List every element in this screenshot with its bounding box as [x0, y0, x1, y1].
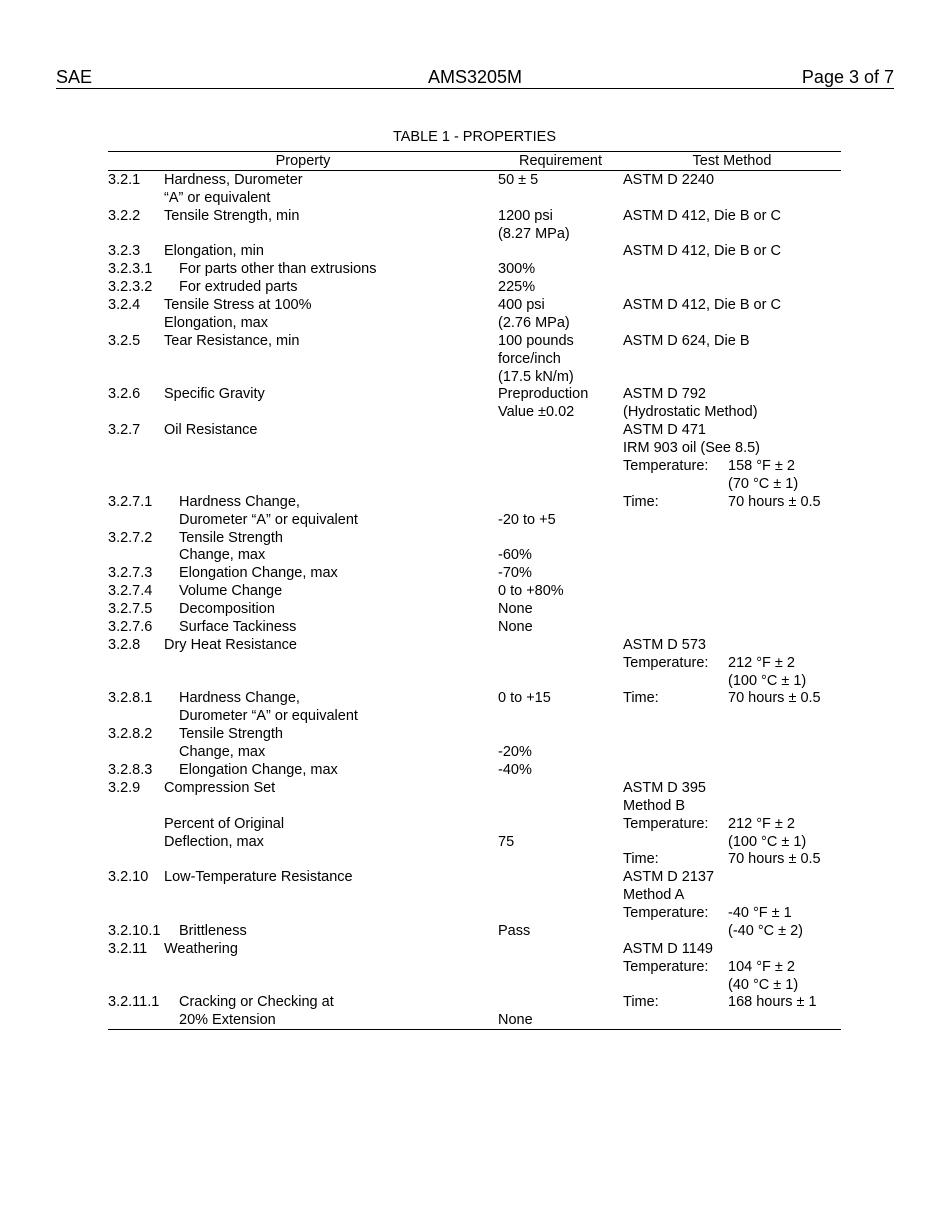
- col-header-requirement: Requirement: [518, 153, 602, 169]
- requirement-value: -60%: [498, 547, 532, 563]
- property-label: Decomposition: [179, 601, 275, 617]
- property-label: Percent of Original: [164, 816, 285, 832]
- property-label: Change, max: [179, 547, 266, 563]
- requirement-value: 75: [498, 834, 515, 850]
- property-label: Cracking or Checking at: [179, 994, 334, 1010]
- test-condition-value: (40 °C ± 1): [728, 977, 799, 993]
- row-number: 3.2.7.1: [108, 494, 153, 510]
- property-label: Hardness, Durometer: [164, 172, 303, 188]
- test-condition-value: 104 °F ± 2: [728, 959, 795, 975]
- row-number: 3.2.5: [108, 333, 141, 349]
- requirement-value: Value ±0.02: [498, 404, 575, 420]
- test-condition-label: Time:: [623, 690, 659, 706]
- test-method: ASTM D 792: [623, 386, 706, 402]
- test-condition-value: 158 °F ± 2: [728, 458, 795, 474]
- row-number: 3.2.3.1: [108, 261, 153, 277]
- test-condition-value: 212 °F ± 2: [728, 655, 795, 671]
- property-label: Specific Gravity: [164, 386, 265, 402]
- requirement-value: -20%: [498, 744, 532, 760]
- row-number: 3.2.4: [108, 297, 141, 313]
- test-method: Method B: [623, 798, 686, 814]
- requirement-value: (2.76 MPa): [498, 315, 570, 331]
- property-label: For extruded parts: [179, 279, 298, 295]
- row-number: 3.2.8: [108, 637, 141, 653]
- test-method: ASTM D 573: [623, 637, 706, 653]
- test-condition-value: (100 °C ± 1): [728, 834, 807, 850]
- property-label: Volume Change: [179, 583, 283, 599]
- test-condition-label: Time:: [623, 994, 659, 1010]
- page-header: [56, 66, 894, 89]
- row-number: 3.2.7: [108, 422, 141, 438]
- test-condition-label: Temperature:: [623, 905, 709, 921]
- test-method: Method A: [623, 887, 685, 903]
- requirement-value: -20 to +5: [498, 512, 556, 528]
- property-label: Dry Heat Resistance: [164, 637, 297, 653]
- test-method: ASTM D 471: [623, 422, 706, 438]
- property-label: “A” or equivalent: [164, 190, 271, 206]
- table-bottom-rule: [108, 1029, 841, 1030]
- requirement-value: 1200 psi: [498, 208, 553, 224]
- requirement-value: 400 psi: [498, 297, 545, 313]
- row-number: 3.2.11.1: [108, 994, 160, 1010]
- test-method: ASTM D 1149: [623, 941, 713, 957]
- row-number: 3.2.9: [108, 780, 141, 796]
- property-label: Weathering: [164, 941, 238, 957]
- requirement-value: None: [498, 1012, 533, 1028]
- test-method: (Hydrostatic Method): [623, 404, 758, 420]
- test-method: ASTM D 2240: [623, 172, 715, 188]
- property-label: Durometer “A” or equivalent: [179, 708, 358, 724]
- test-condition-label: Temperature:: [623, 816, 709, 832]
- requirement-value: 50 ± 5: [498, 172, 539, 188]
- test-condition-value: (70 °C ± 1): [728, 476, 799, 492]
- property-label: Hardness Change,: [179, 494, 300, 510]
- property-label: Change, max: [179, 744, 266, 760]
- test-method: ASTM D 412, Die B or C: [623, 297, 781, 313]
- property-label: Hardness Change,: [179, 690, 300, 706]
- row-number: 3.2.3: [108, 243, 141, 259]
- test-method: ASTM D 412, Die B or C: [623, 243, 781, 259]
- row-number: 3.2.2: [108, 208, 141, 224]
- row-number: 3.2.10.1: [108, 923, 161, 939]
- requirement-value: None: [498, 601, 533, 617]
- requirement-value: force/inch: [498, 351, 561, 367]
- property-label: Tensile Strength: [179, 726, 283, 742]
- test-method: ASTM D 412, Die B or C: [623, 208, 781, 224]
- row-number: 3.2.8.2: [108, 726, 153, 742]
- requirement-value: (8.27 MPa): [498, 226, 570, 242]
- property-label: Tensile Strength, min: [164, 208, 300, 224]
- test-condition-value: -40 °F ± 1: [728, 905, 792, 921]
- row-number: 3.2.11: [108, 941, 148, 957]
- property-label: Surface Tackiness: [179, 619, 297, 635]
- requirement-value: Preproduction: [498, 386, 589, 402]
- requirement-value: 0 to +15: [498, 690, 551, 706]
- test-method: IRM 903 oil (See 8.5): [623, 440, 761, 456]
- test-condition-label: Time:: [623, 494, 659, 510]
- header-page-number: Page 3 of 7: [801, 67, 894, 87]
- row-number: 3.2.7.3: [108, 565, 153, 581]
- test-condition-value: (100 °C ± 1): [728, 673, 807, 689]
- property-label: Elongation Change, max: [179, 565, 338, 581]
- requirement-value: None: [498, 619, 533, 635]
- requirement-value: -70%: [498, 565, 532, 581]
- test-condition-label: Time:: [623, 851, 659, 867]
- requirement-value: (17.5 kN/m): [498, 369, 574, 385]
- property-label: Oil Resistance: [164, 422, 258, 438]
- table-title: TABLE 1 - PROPERTIES: [392, 129, 557, 145]
- test-condition-label: Temperature:: [623, 458, 709, 474]
- row-number: 3.2.10: [108, 869, 149, 885]
- property-label: Tear Resistance, min: [164, 333, 300, 349]
- test-method: ASTM D 624, Die B: [623, 333, 750, 349]
- property-label: Deflection, max: [164, 834, 264, 850]
- row-number: 3.2.6: [108, 386, 141, 402]
- property-label: 20% Extension: [179, 1012, 276, 1028]
- property-label: Elongation Change, max: [179, 762, 338, 778]
- test-method: ASTM D 395: [623, 780, 706, 796]
- property-label: Durometer “A” or equivalent: [179, 512, 358, 528]
- row-number: 3.2.7.5: [108, 601, 153, 617]
- test-condition-value: 70 hours ± 0.5: [728, 851, 821, 867]
- requirement-value: 300%: [498, 261, 536, 277]
- requirement-value: Pass: [498, 923, 531, 939]
- test-condition-value: 168 hours ± 1: [728, 994, 817, 1010]
- row-number: 3.2.3.2: [108, 279, 153, 295]
- row-number: 3.2.7.2: [108, 530, 153, 546]
- row-number: 3.2.7.6: [108, 619, 153, 635]
- requirement-value: 225%: [498, 279, 536, 295]
- requirement-value: 0 to +80%: [498, 583, 564, 599]
- property-label: Compression Set: [164, 780, 276, 796]
- property-label: Elongation, max: [164, 315, 268, 331]
- test-condition-value: (-40 °C ± 2): [728, 923, 803, 939]
- property-label: Tensile Stress at 100%: [164, 297, 312, 313]
- property-label: For parts other than extrusions: [179, 261, 377, 277]
- row-number: 3.2.8.3: [108, 762, 153, 778]
- property-label: Low-Temperature Resistance: [164, 869, 353, 885]
- row-number: 3.2.1: [108, 172, 141, 188]
- col-header-property: Property: [275, 153, 331, 169]
- row-number: 3.2.8.1: [108, 690, 153, 706]
- property-label: Tensile Strength: [179, 530, 283, 546]
- test-condition-value: 212 °F ± 2: [728, 816, 795, 832]
- test-condition-label: Temperature:: [623, 655, 709, 671]
- header-org: SAE: [56, 67, 93, 87]
- test-condition-label: Temperature:: [623, 959, 709, 975]
- row-number: 3.2.7.4: [108, 583, 153, 599]
- test-condition-value: 70 hours ± 0.5: [728, 494, 821, 510]
- test-condition-value: 70 hours ± 0.5: [728, 690, 821, 706]
- requirement-value: -40%: [498, 762, 532, 778]
- requirement-value: 100 pounds: [498, 333, 574, 349]
- property-label: Elongation, min: [164, 243, 264, 259]
- test-method: ASTM D 2137: [623, 869, 715, 885]
- property-label: Brittleness: [179, 923, 247, 939]
- col-header-test-method: Test Method: [692, 153, 772, 169]
- header-doc-number: AMS3205M: [427, 67, 523, 87]
